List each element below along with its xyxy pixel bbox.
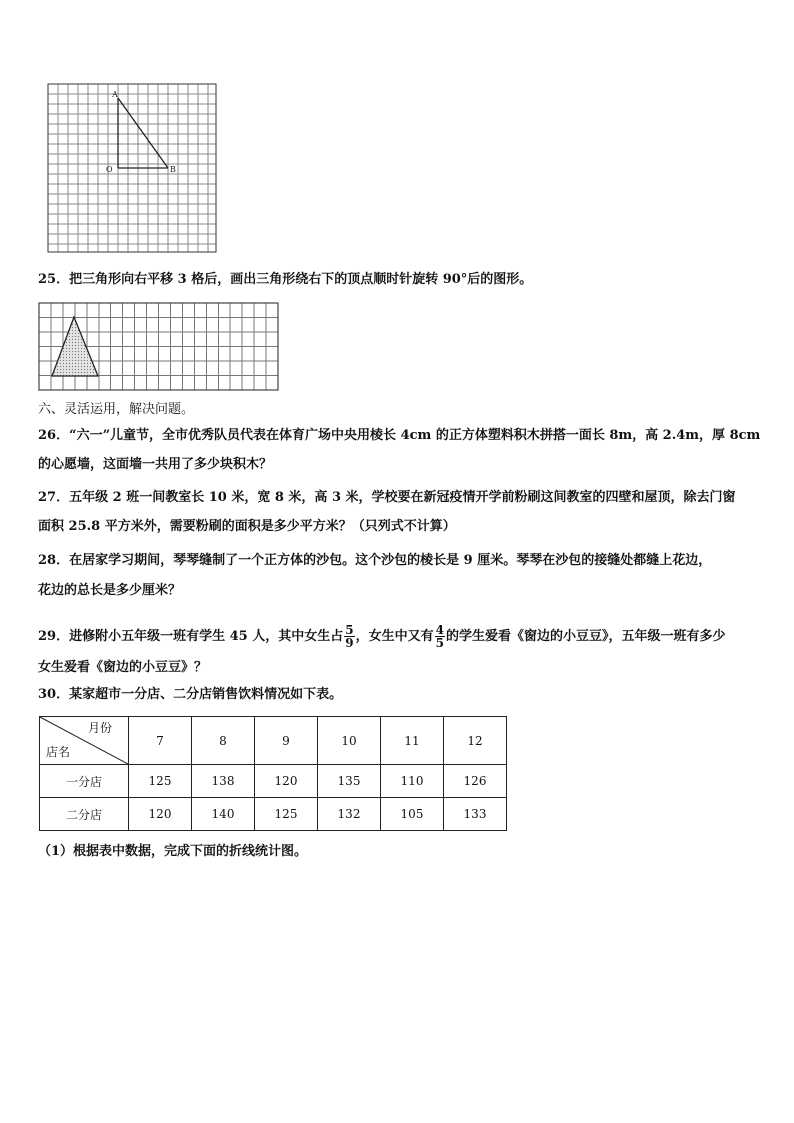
month-cell: 10: [318, 717, 381, 765]
diagonal-header-cell: [40, 717, 129, 765]
question-29-part3: 的学生爱看《窗边的小豆豆》，五年级一班有多少: [445, 629, 726, 644]
table-header-row: [40, 717, 507, 765]
month-cell: 11: [381, 717, 444, 765]
month-cell: 12: [444, 717, 507, 765]
value-cell: 105: [381, 798, 444, 831]
triangle-side-ab: [118, 98, 168, 168]
header-month-label: 月份: [87, 721, 112, 735]
header-shop-label: 店名: [46, 745, 71, 759]
value-cell: 125: [129, 765, 192, 798]
shop-name-cell: 一分店: [40, 765, 129, 798]
question-28-line2: 花边的总长是多少厘米？: [38, 583, 182, 598]
value-cell: 132: [318, 798, 381, 831]
fraction-five-ninths: $\frac{5}{9}$: [345, 623, 354, 650]
point-label-b: B: [170, 165, 176, 174]
question-28-line1: 28．在居家学习期间，琴琴缝制了一个正方体的沙包。这个沙包的棱长是 9 厘米。琴琴在沙包的接缝处都缝上花边，: [38, 553, 712, 568]
grid-shaded-triangle: [38, 302, 280, 392]
table-row: [40, 765, 507, 798]
question-30: 30．某家超市一分店、二分店销售饮料情况如下表。: [38, 687, 343, 702]
point-label-a: A: [112, 90, 118, 99]
question-30-sub1: （1）根据表中数据，完成下面的折线统计图。: [38, 844, 308, 859]
value-cell: 120: [255, 765, 318, 798]
month-cell: 7: [129, 717, 192, 765]
value-cell: 138: [192, 765, 255, 798]
value-cell: 126: [444, 765, 507, 798]
value-cell: 110: [381, 765, 444, 798]
value-cell: 125: [255, 798, 318, 831]
section-6-title: 六、灵活运用，解决问题。: [38, 402, 195, 417]
point-label-o: O: [106, 165, 113, 174]
sales-table: [39, 716, 507, 831]
fraction-four-fifths: $\frac{4}{5}$: [435, 623, 444, 650]
question-25: 25．把三角形向右平移 3 格后，画出三角形绕右下的顶点顺时针旋转 90°后的图形。: [38, 272, 533, 287]
value-cell: 135: [318, 765, 381, 798]
month-cell: 9: [255, 717, 318, 765]
question-26-line2: 的心愿墙，这面墙一共用了多少块积木？: [38, 457, 273, 472]
question-26-line1: 26．“六一”儿童节，全市优秀队员代表在体育广场中央用棱长 4cm 的正方体塑料积木拼搭一面长 8m，高 2.4m，厚 8cm: [38, 428, 761, 443]
question-29-part2: ，女生中又有: [355, 629, 434, 644]
question-29-line2: 女生爱看《窗边的小豆豆》？: [38, 660, 208, 675]
value-cell: 140: [192, 798, 255, 831]
coordinate-grid-triangle-aob: [46, 82, 220, 256]
shop-name-cell: 二分店: [40, 798, 129, 831]
value-cell: 120: [129, 798, 192, 831]
value-cell: 133: [444, 798, 507, 831]
question-29-part1: 29．进修附小五年级一班有学生 45 人，其中女生占: [38, 629, 344, 644]
question-27-line1: 27．五年级 2 班一间教室长 10 米，宽 8 米，高 3 米，学校要在新冠疫情开学前粉刷这间教室的四壁和屋顶，除去门窗: [38, 490, 736, 505]
question-27-line2: 面积 25.8 平方米外，需要粉刷的面积是多少平方米？（只列式不计算）: [38, 519, 456, 534]
table-row: [40, 798, 507, 831]
month-cell: 8: [192, 717, 255, 765]
question-29-line1: [38, 624, 725, 649]
